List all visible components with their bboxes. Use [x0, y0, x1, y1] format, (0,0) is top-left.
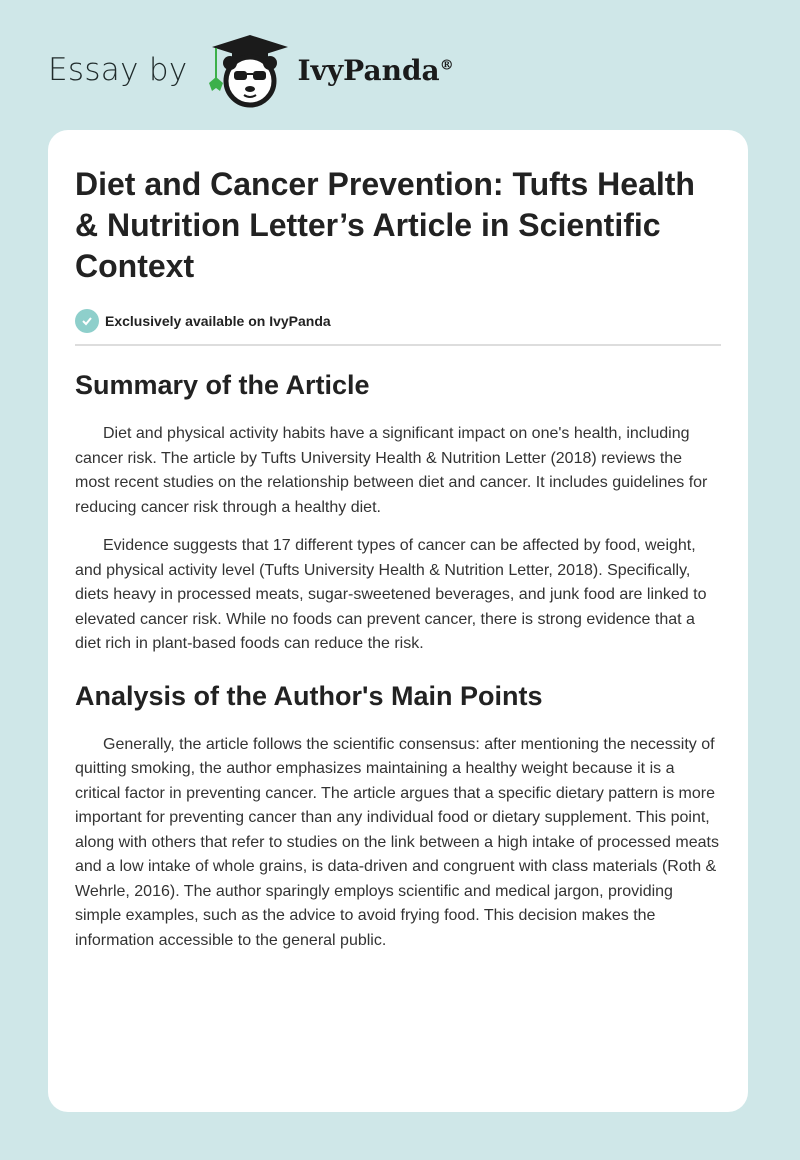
section-heading: Summary of the Article — [75, 370, 370, 400]
paragraph: Generally, the article follows the scientific consensus: after mentioning the necessity of quitting smoking, the author emphasizes maintaining a healthy weight because it is a critical factor in preventing cancer. The article argues that a specific dietary pattern is more important for preventing cancer than any individual food or dietary supplement. This point, along with others that refer to studies on the link between a high intake of processed meats and a low intake of whole grains, is data-driven and congruent with class materials (Roth & Wehrle, 2016). The author sparingly employs scientific and medical jargon, providing simple examples, such as the advice to avoid frying food. This decision makes the information accessible to the general public. — [75, 735, 719, 949]
divider — [75, 344, 721, 346]
essay-card — [48, 130, 748, 1112]
brand-text: IvyPanda — [297, 53, 440, 87]
check-circle-icon — [75, 309, 99, 333]
brand-name[interactable] — [298, 54, 454, 87]
site-header — [48, 30, 454, 110]
essay-by-label: Essay by — [48, 52, 188, 88]
paragraph: Evidence suggests that 17 different types of cancer can be affected by food, weight, and physical activity level (Tufts University Health & Nutrition Letter, 2018). Specifically, diets heavy in processed meats, sugar-sweetened beverages, and junk food are linked to elevated cancer risk. While no foods can prevent cancer, there is strong evidence that a diet rich in plant-based foods can reduce the risk. — [75, 537, 707, 652]
page-title: Diet and Cancer Prevention: Tufts Health & Nutrition Letter’s Article in Scientific Context — [75, 166, 695, 284]
registered-mark: ® — [439, 57, 454, 74]
badge-label: Exclusively available on IvyPanda — [105, 313, 331, 329]
section-heading: Analysis of the Author's Main Points — [75, 680, 543, 711]
paragraph: Diet and physical activity habits have a significant impact on one's health, including cancer risk. The article by Tufts University Health & Nutrition Letter (2018) reviews the most recent studies on the relationship between diet and cancer. It includes guidelines for reducing cancer risk through a healthy diet. — [75, 425, 708, 516]
ivypanda-logo-icon[interactable] — [206, 31, 294, 109]
exclusive-badge — [75, 309, 721, 333]
